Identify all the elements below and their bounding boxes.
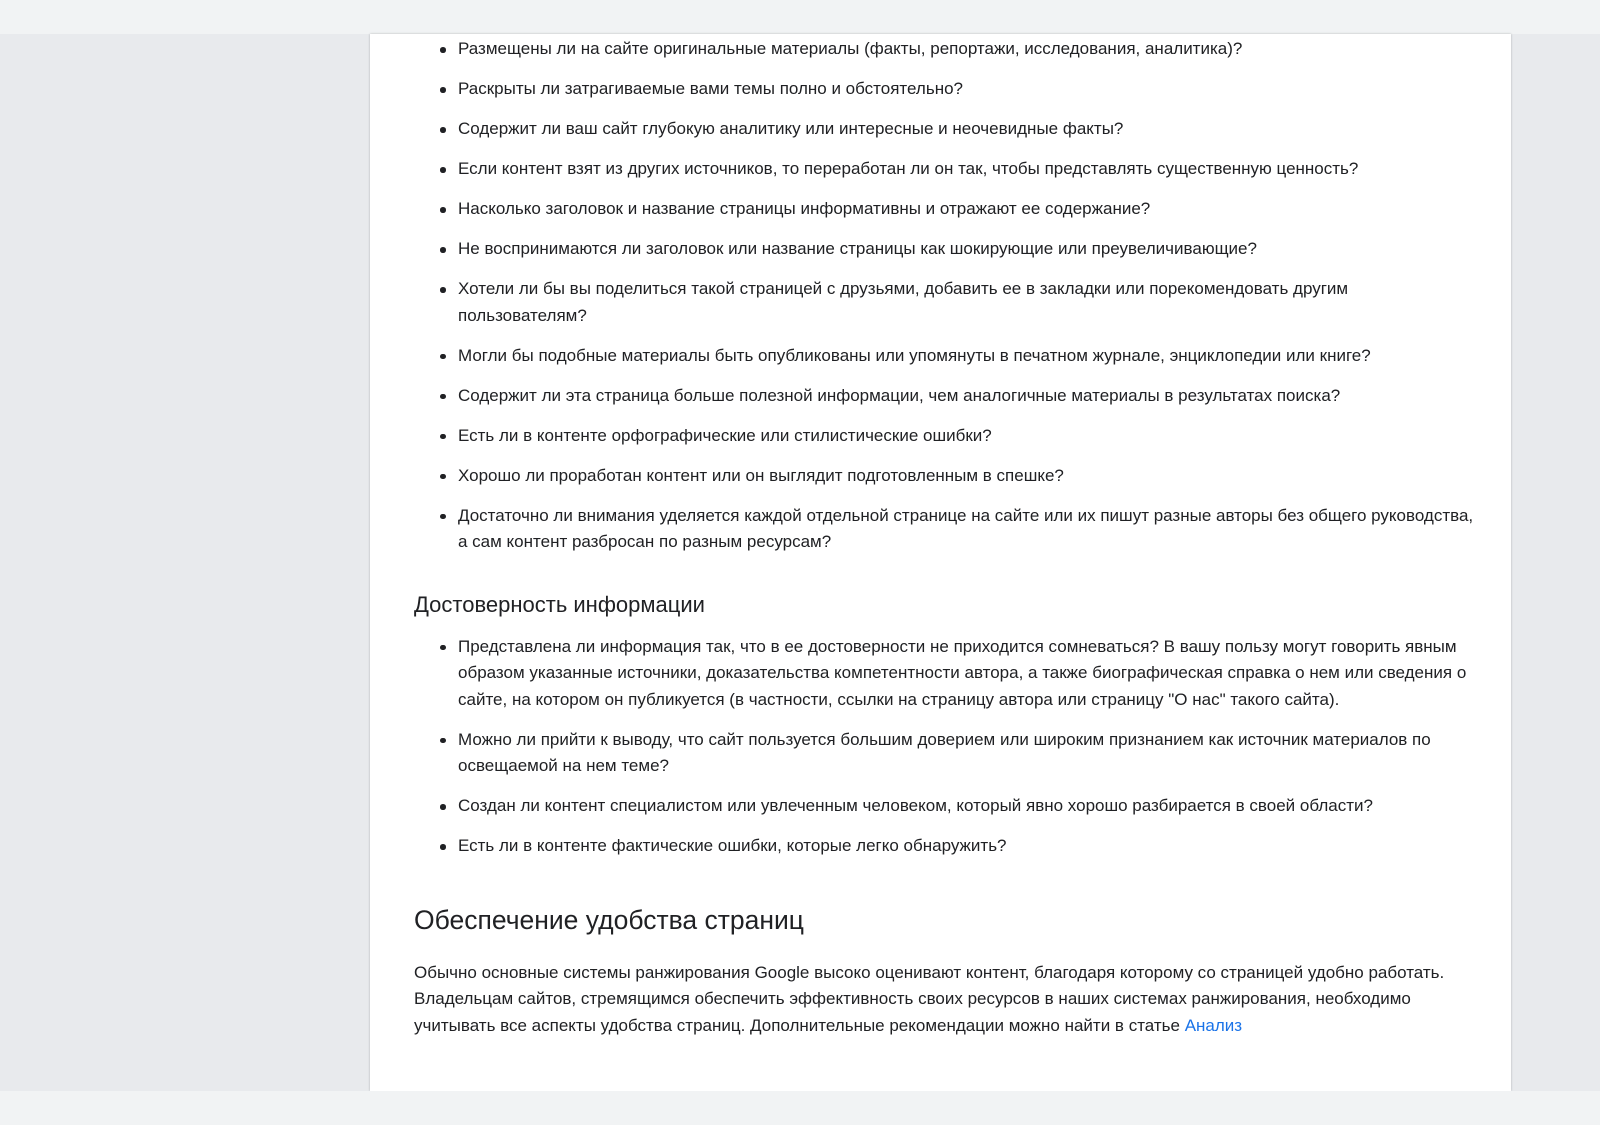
browser-bottom-bar [0,1091,1600,1125]
list-item: Насколько заголовок и название страницы информативны и отражают ее содержание? [458,196,1474,223]
analysis-article-link[interactable]: Анализ [1184,1015,1243,1035]
list-item: Содержит ли эта страница больше полезной информации, чем аналогичные материалы в результатах поиска? [458,383,1474,410]
list-item: Если контент взят из других источников, то переработан ли он так, чтобы представлять существенную ценность? [458,156,1474,183]
list-item: Хотели ли бы вы поделиться такой страницей с друзьями, добавить ее в закладки или порекомендовать другим пользователям? [458,276,1474,329]
list-item: Создан ли контент специалистом или увлеченным человеком, который явно хорошо разбирается в своей области? [458,793,1474,820]
list-item: Хорошо ли проработан контент или он выглядит подготовленным в спешке? [458,463,1474,490]
list-item: Представлена ли информация так, что в ее достоверности не приходится сомневаться? В вашу пользу могут говорить явным образом указанные источники, доказательства компетентности автора, а также биографическая справка о нем или сведения о сайте, на котором он публикуется (в частности, ссылки на страницу автора или страницу "О нас" такого сайта). [458,634,1474,714]
document-page [370,34,1511,1091]
paragraph-text: Обычно основные системы ранжирования Google высоко оценивают контент, благодаря которому со страницей удобно работать. Владельцам сайтов, стремящимся обеспечить эффективность своих ресурсов в наших системах ранжирования, необходимо учитывать все аспекты удобства страниц. Дополнительные рекомендации можно найти в статье [414,962,1445,1035]
reliability-questions-list [414,634,1474,860]
section-heading-page-experience: Обеспечение удобства страниц [414,904,804,935]
article-content [414,34,1474,1039]
browser-top-bar [0,0,1600,34]
page-experience-paragraph [414,960,1474,1040]
list-item: Есть ли в контенте орфографические или стилистические ошибки? [458,423,1474,450]
list-item: Содержит ли ваш сайт глубокую аналитику или интересные и неочевидные факты? [458,116,1474,143]
list-item: Можно ли прийти к выводу, что сайт пользуется большим доверием или широким признанием как источник материалов по освещаемой на нем теме? [458,727,1474,780]
list-item: Размещены ли на сайте оригинальные материалы (факты, репортажи, исследования, аналитика)? [458,36,1474,63]
list-item: Раскрыты ли затрагиваемые вами темы полно и обстоятельно? [458,76,1474,103]
list-item: Достаточно ли внимания уделяется каждой отдельной странице на сайте или их пишут разные авторы без общего руководства, а сам контент разбросан по разным ресурсам? [458,503,1474,556]
section-heading-reliability: Достоверность информации [414,591,705,617]
list-item: Есть ли в контенте фактические ошибки, которые легко обнаружить? [458,833,1474,860]
list-item: Не воспринимаются ли заголовок или название страницы как шокирующие или преувеличивающие? [458,236,1474,263]
list-item: Могли бы подобные материалы быть опубликованы или упомянуты в печатном журнале, энциклопедии или книге? [458,343,1474,370]
content-questions-list [414,34,1474,556]
